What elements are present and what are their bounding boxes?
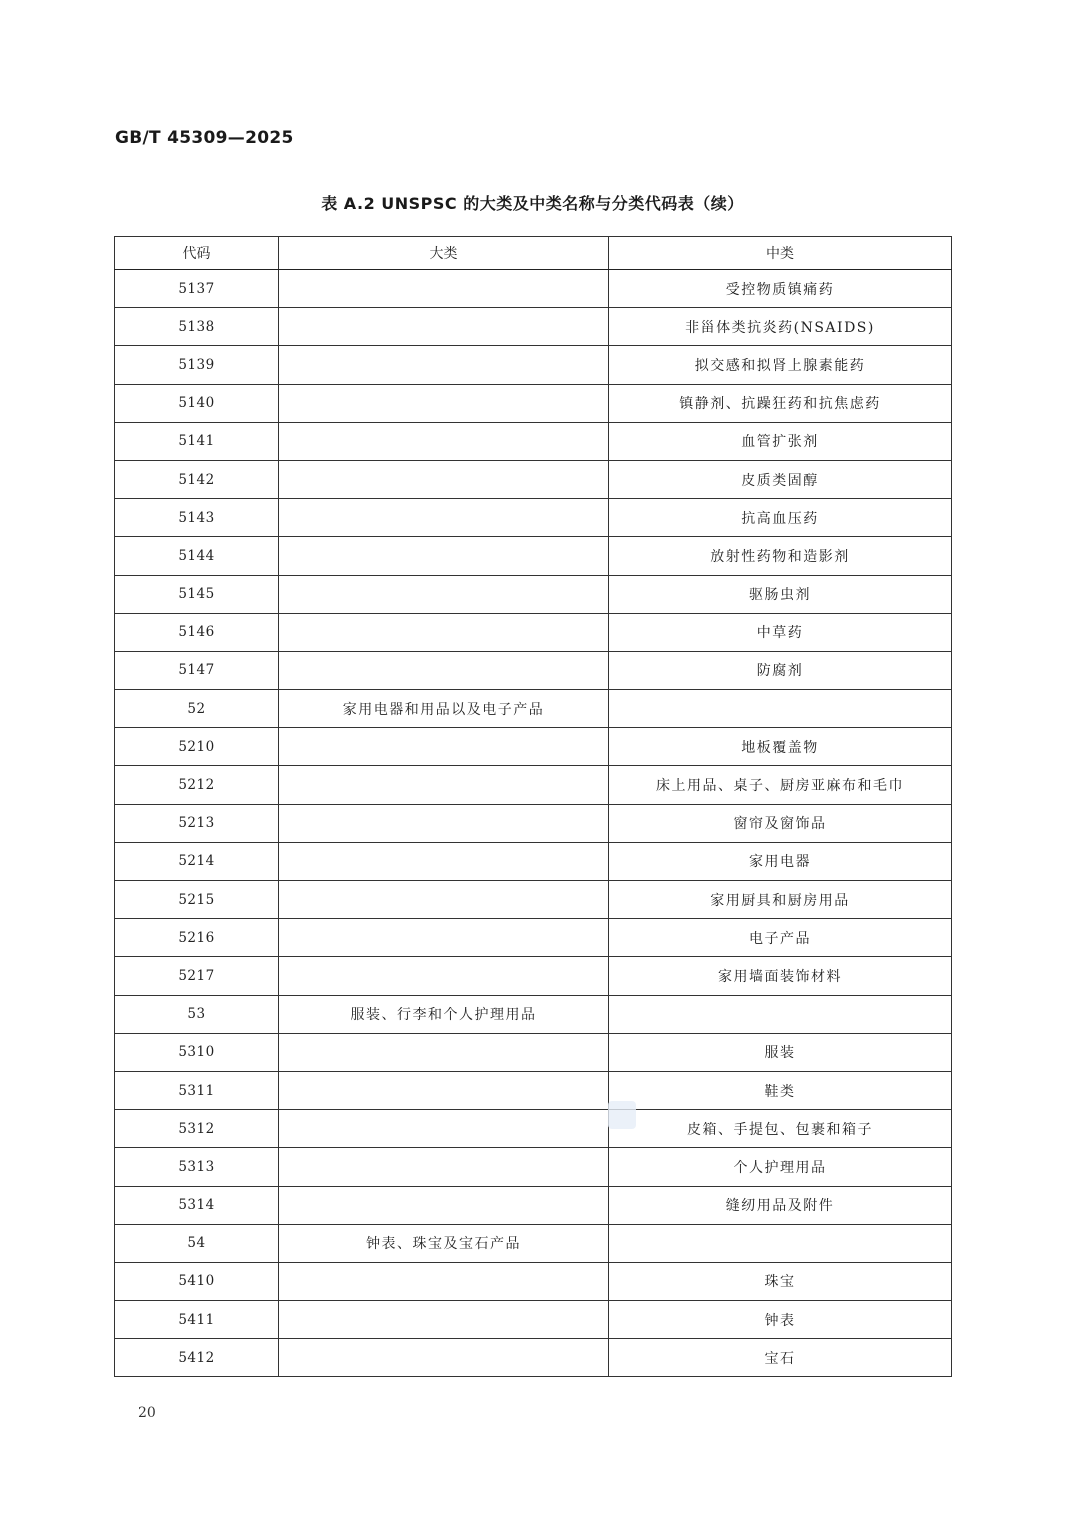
table-row [115, 651, 952, 689]
mid-category-cell: 珠宝 [609, 1262, 952, 1300]
major-category-cell [279, 1262, 609, 1300]
major-category-cell [279, 842, 609, 880]
table-row [115, 1110, 952, 1148]
code-cell: 5312 [115, 1110, 279, 1148]
code-cell: 5146 [115, 613, 279, 651]
major-category-cell [279, 766, 609, 804]
mid-category-cell: 地板覆盖物 [609, 728, 952, 766]
major-category-cell [279, 881, 609, 919]
mid-category-cell: 非甾体类抗炎药(NSAIDS) [609, 308, 952, 346]
mid-category-cell: 家用厨具和厨房用品 [609, 881, 952, 919]
column-header-code: 代码 [115, 237, 279, 270]
code-cell: 5215 [115, 881, 279, 919]
mid-category-cell: 电子产品 [609, 919, 952, 957]
code-cell: 5147 [115, 651, 279, 689]
code-cell: 5311 [115, 1071, 279, 1109]
mid-category-cell: 宝石 [609, 1339, 952, 1377]
code-cell: 5411 [115, 1301, 279, 1339]
major-category-cell [279, 1339, 609, 1377]
table-row [115, 842, 952, 880]
code-cell: 52 [115, 690, 279, 728]
major-category-cell [279, 460, 609, 498]
major-category-cell [279, 308, 609, 346]
mid-category-cell: 缝纫用品及附件 [609, 1186, 952, 1224]
code-cell: 5213 [115, 804, 279, 842]
table-row [115, 422, 952, 460]
code-cell: 5313 [115, 1148, 279, 1186]
code-cell: 5137 [115, 270, 279, 308]
table-row [115, 690, 952, 728]
table-row [115, 384, 952, 422]
table-row [115, 270, 952, 308]
major-category-cell [279, 919, 609, 957]
major-category-cell: 家用电器和用品以及电子产品 [279, 690, 609, 728]
code-cell: 5141 [115, 422, 279, 460]
table-row [115, 575, 952, 613]
mid-category-cell: 拟交感和拟肾上腺素能药 [609, 346, 952, 384]
code-cell: 5310 [115, 1033, 279, 1071]
major-category-cell [279, 384, 609, 422]
mid-category-cell: 放射性药物和造影剂 [609, 537, 952, 575]
code-cell: 5138 [115, 308, 279, 346]
code-cell: 5410 [115, 1262, 279, 1300]
table-body [115, 270, 952, 1377]
table-row [115, 919, 952, 957]
mid-category-cell: 镇静剂、抗躁狂药和抗焦虑药 [609, 384, 952, 422]
table-row [115, 537, 952, 575]
standard-code: GB/T 45309—2025 [115, 128, 294, 148]
major-category-cell [279, 537, 609, 575]
mid-category-cell: 抗高血压药 [609, 499, 952, 537]
table-row [115, 957, 952, 995]
mid-category-cell: 皮质类固醇 [609, 460, 952, 498]
mid-category-cell: 床上用品、桌子、厨房亚麻布和毛巾 [609, 766, 952, 804]
mid-category-cell: 窗帘及窗饰品 [609, 804, 952, 842]
mid-category-cell: 血管扩张剂 [609, 422, 952, 460]
code-cell: 5145 [115, 575, 279, 613]
major-category-cell [279, 957, 609, 995]
table-row [115, 804, 952, 842]
mid-category-cell: 中草药 [609, 613, 952, 651]
table-row [115, 728, 952, 766]
table-row [115, 1033, 952, 1071]
major-category-cell [279, 1071, 609, 1109]
code-cell: 5142 [115, 460, 279, 498]
watermark-logo-icon [608, 1101, 636, 1129]
mid-category-cell: 驱肠虫剂 [609, 575, 952, 613]
mid-category-cell: 防腐剂 [609, 651, 952, 689]
page-number: 20 [138, 1405, 156, 1421]
code-cell: 5217 [115, 957, 279, 995]
table-row [115, 1224, 952, 1262]
code-cell: 5412 [115, 1339, 279, 1377]
code-cell: 5143 [115, 499, 279, 537]
mid-category-cell: 鞋类 [609, 1071, 952, 1109]
major-category-cell [279, 1110, 609, 1148]
code-cell: 53 [115, 995, 279, 1033]
mid-category-cell [609, 690, 952, 728]
table-row [115, 1301, 952, 1339]
code-cell: 5314 [115, 1186, 279, 1224]
table-row [115, 1148, 952, 1186]
code-cell: 5214 [115, 842, 279, 880]
mid-category-cell: 家用墙面装饰材料 [609, 957, 952, 995]
major-category-cell: 服装、行李和个人护理用品 [279, 995, 609, 1033]
table-row [115, 766, 952, 804]
major-category-cell [279, 1301, 609, 1339]
mid-category-cell: 钟表 [609, 1301, 952, 1339]
major-category-cell [279, 804, 609, 842]
major-category-cell [279, 499, 609, 537]
table-row [115, 460, 952, 498]
table-header-row [115, 237, 952, 270]
mid-category-cell: 服装 [609, 1033, 952, 1071]
major-category-cell [279, 422, 609, 460]
table-row [115, 1071, 952, 1109]
major-category-cell [279, 728, 609, 766]
code-cell: 5212 [115, 766, 279, 804]
table-row [115, 613, 952, 651]
major-category-cell [279, 1033, 609, 1071]
mid-category-cell: 家用电器 [609, 842, 952, 880]
table-row [115, 308, 952, 346]
code-cell: 5216 [115, 919, 279, 957]
table-row [115, 995, 952, 1033]
classification-table [114, 236, 952, 1377]
code-cell: 5144 [115, 537, 279, 575]
table-row [115, 499, 952, 537]
mid-category-cell: 个人护理用品 [609, 1148, 952, 1186]
code-cell: 5140 [115, 384, 279, 422]
code-cell: 5139 [115, 346, 279, 384]
table-row [115, 1186, 952, 1224]
major-category-cell [279, 1148, 609, 1186]
mid-category-cell: 皮箱、手提包、包裹和箱子 [609, 1110, 952, 1148]
code-cell: 5210 [115, 728, 279, 766]
major-category-cell [279, 651, 609, 689]
table-title: 表 A.2 UNSPSC 的大类及中类名称与分类代码表（续） [321, 194, 744, 213]
code-cell: 54 [115, 1224, 279, 1262]
mid-category-cell: 受控物质镇痛药 [609, 270, 952, 308]
table-row [115, 1339, 952, 1377]
column-header-mid: 中类 [609, 237, 952, 270]
major-category-cell [279, 613, 609, 651]
major-category-cell [279, 1186, 609, 1224]
table-row [115, 346, 952, 384]
major-category-cell: 钟表、珠宝及宝石产品 [279, 1224, 609, 1262]
major-category-cell [279, 270, 609, 308]
mid-category-cell [609, 995, 952, 1033]
mid-category-cell [609, 1224, 952, 1262]
table-row [115, 881, 952, 919]
major-category-cell [279, 575, 609, 613]
column-header-major: 大类 [279, 237, 609, 270]
major-category-cell [279, 346, 609, 384]
table-row [115, 1262, 952, 1300]
